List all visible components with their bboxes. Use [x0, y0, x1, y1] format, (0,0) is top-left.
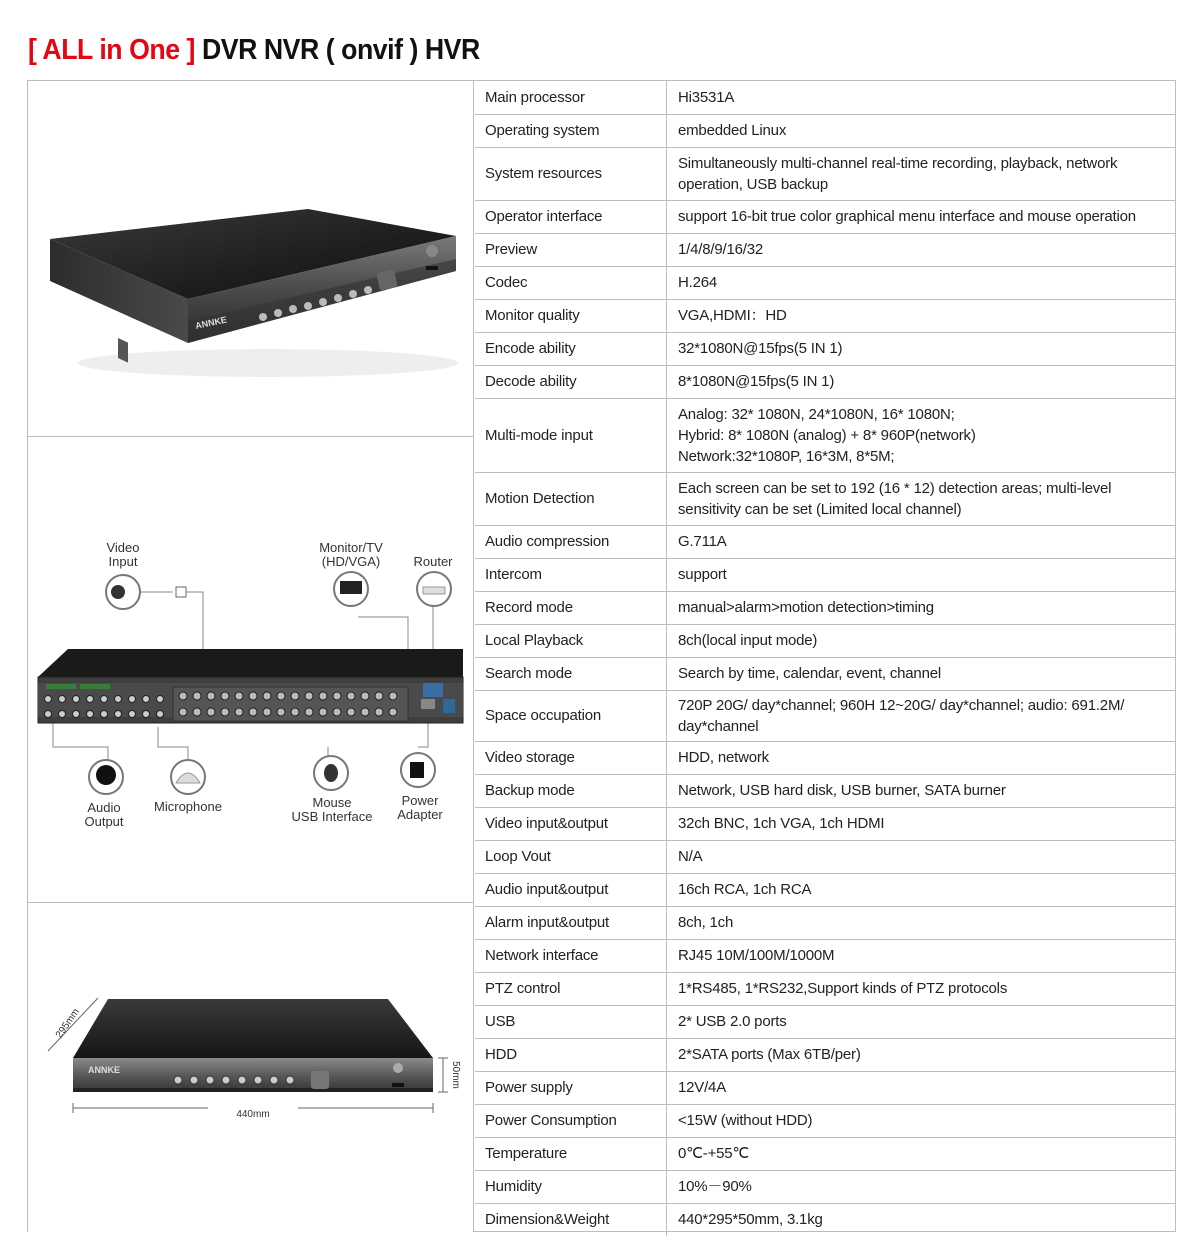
- spec-value: 32ch BNC, 1ch VGA, 1ch HDMI: [667, 807, 1176, 840]
- connection-diagram: [28, 437, 473, 902]
- spec-row: [475, 624, 1175, 657]
- spec-key: HDD: [475, 1038, 667, 1071]
- spec-row: [475, 690, 1175, 741]
- spec-value: Network, USB hard disk, USB burner, SATA burner: [667, 774, 1176, 807]
- spec-value: Simultaneously multi-channel real-time recording, playback, network operation, USB backup: [667, 147, 1176, 200]
- title-text: DVR NVR ( onvif ) HVR: [201, 34, 480, 66]
- connection-diagram-panel: [28, 437, 473, 903]
- spec-key: System resources: [475, 147, 667, 200]
- spec-value: 720P 20G/ day*channel; 960H 12~20G/ day*channel; audio: 691.2M/ day*channel: [667, 690, 1176, 741]
- spec-key: Codec: [475, 266, 667, 299]
- spec-key: Loop Vout: [475, 840, 667, 873]
- spec-row: [475, 299, 1175, 332]
- spec-value: <15W (without HDD): [667, 1104, 1176, 1137]
- title-highlight: [ ALL in One ]: [28, 34, 195, 66]
- spec-row: [475, 906, 1175, 939]
- dimensions-panel: [28, 903, 473, 1233]
- spec-row: [475, 939, 1175, 972]
- spec-value: 0℃-+55℃: [667, 1137, 1176, 1170]
- spec-row: [475, 873, 1175, 906]
- spec-row: [475, 147, 1175, 200]
- dvr-dimension-drawing: [28, 903, 473, 1231]
- spec-value: N/A: [667, 840, 1176, 873]
- brand-logo-front: ANNKE: [88, 1065, 121, 1075]
- label-monitor: Monitor/TV (HD/VGA): [319, 540, 383, 569]
- spec-key: Humidity: [475, 1170, 667, 1203]
- spec-value: Each screen can be set to 192 (16 * 12) detection areas; multi-level sensitivity can be set (Limited local channel): [667, 472, 1176, 525]
- spec-key: Alarm input&output: [475, 906, 667, 939]
- spec-key: Video input&output: [475, 807, 667, 840]
- depth-label: 295mm: [53, 1006, 83, 1041]
- spec-value: 2* USB 2.0 ports: [667, 1005, 1176, 1038]
- spec-row: [475, 657, 1175, 690]
- spec-value: Search by time, calendar, event, channel: [667, 657, 1176, 690]
- spec-value: support 16-bit true color graphical menu interface and mouse operation: [667, 200, 1176, 233]
- spec-key: Space occupation: [475, 690, 667, 741]
- spec-row: [475, 200, 1175, 233]
- spec-row: [475, 741, 1175, 774]
- spec-value: 8ch, 1ch: [667, 906, 1176, 939]
- spec-value: 1*RS485, 1*RS232,Support kinds of PTZ protocols: [667, 972, 1176, 1005]
- spec-value: HDD, network: [667, 741, 1176, 774]
- spec-key: Audio input&output: [475, 873, 667, 906]
- spec-key: Temperature: [475, 1137, 667, 1170]
- spec-table: [475, 81, 1175, 1236]
- spec-key: Operator interface: [475, 200, 667, 233]
- spec-key: Motion Detection: [475, 472, 667, 525]
- spec-key: Audio compression: [475, 525, 667, 558]
- spec-key: Decode ability: [475, 365, 667, 398]
- spec-row: [475, 525, 1175, 558]
- spec-row: [475, 1038, 1175, 1071]
- spec-value: 32*1080N@15fps(5 IN 1): [667, 332, 1176, 365]
- spec-key: Power supply: [475, 1071, 667, 1104]
- spec-key: Preview: [475, 233, 667, 266]
- spec-value: support: [667, 558, 1176, 591]
- spec-key: Search mode: [475, 657, 667, 690]
- height-label: 50mm: [450, 1061, 461, 1089]
- spec-key: Main processor: [475, 81, 667, 114]
- spec-value: RJ45 10M/100M/1000M: [667, 939, 1176, 972]
- label-power-adapter: Power Adapter: [397, 793, 443, 822]
- spec-key: Monitor quality: [475, 299, 667, 332]
- spec-value: embedded Linux: [667, 114, 1176, 147]
- spec-key: Backup mode: [475, 774, 667, 807]
- spec-value: 440*295*50mm, 3.1kg: [678, 1211, 823, 1229]
- spec-value: G.711A: [667, 525, 1176, 558]
- spec-key: Multi-mode input: [475, 398, 667, 472]
- spec-row: [475, 1203, 1175, 1236]
- spec-row: [475, 807, 1175, 840]
- spec-row: [475, 972, 1175, 1005]
- spec-row: [475, 266, 1175, 299]
- spec-value: 1/4/8/9/16/32: [667, 233, 1176, 266]
- spec-row: [475, 365, 1175, 398]
- spec-row: [475, 1137, 1175, 1170]
- spec-row: [475, 81, 1175, 114]
- spec-row: [475, 1005, 1175, 1038]
- label-video-input: Video Input: [106, 540, 140, 569]
- spec-value: H.264: [667, 266, 1176, 299]
- spec-key: Video storage: [475, 741, 667, 774]
- spec-value: 16ch RCA, 1ch RCA: [667, 873, 1176, 906]
- spec-key: Local Playback: [475, 624, 667, 657]
- spec-value: manual>alarm>motion detection>timing: [667, 591, 1176, 624]
- spec-value: 8*1080N@15fps(5 IN 1): [667, 365, 1176, 398]
- spec-value: Hi3531A: [667, 81, 1176, 114]
- spec-value: 12V/4A: [667, 1071, 1176, 1104]
- dvr-front-perspective-image: [28, 81, 473, 436]
- spec-value: 2*SATA ports (Max 6TB/per): [667, 1038, 1176, 1071]
- page-title: [28, 34, 480, 67]
- spec-key: Dimension&Weight: [475, 1203, 667, 1236]
- spec-row: [475, 1170, 1175, 1203]
- spec-row: [475, 1104, 1175, 1137]
- product-photo-panel: [28, 81, 473, 437]
- spec-key: Network interface: [475, 939, 667, 972]
- spec-key: PTZ control: [475, 972, 667, 1005]
- spec-row: [475, 472, 1175, 525]
- width-label: 440mm: [236, 1109, 270, 1120]
- spec-row: [475, 332, 1175, 365]
- spec-row: [475, 1071, 1175, 1104]
- spec-key: USB: [475, 1005, 667, 1038]
- spec-key: Record mode: [475, 591, 667, 624]
- spec-value: 8ch(local input mode): [667, 624, 1176, 657]
- spec-key: Operating system: [475, 114, 667, 147]
- spec-row: [475, 558, 1175, 591]
- spec-value: 10%－90%: [667, 1170, 1176, 1203]
- spec-row: [475, 398, 1175, 472]
- label-router: Router: [413, 554, 453, 569]
- spec-value: Analog: 32* 1080N, 24*1080N, 16* 1080N; Hybrid: 8* 1080N (analog) + 8* 960P(network) Network:32*1080P, 16*3M, 8*5M;: [667, 398, 1176, 472]
- spec-key: Encode ability: [475, 332, 667, 365]
- spec-row: [475, 233, 1175, 266]
- spec-key: Power Consumption: [475, 1104, 667, 1137]
- label-mouse: Mouse USB Interface: [291, 795, 373, 824]
- image-column: [28, 81, 474, 1231]
- label-microphone: Microphone: [154, 799, 222, 814]
- spec-row: [475, 591, 1175, 624]
- spec-sheet-frame: [27, 80, 1176, 1232]
- spec-row: [475, 774, 1175, 807]
- label-audio-output: Audio Output: [84, 800, 124, 829]
- spec-row: [475, 114, 1175, 147]
- spec-value: VGA,HDMI：HD: [667, 299, 1176, 332]
- spec-row: [475, 840, 1175, 873]
- brand-logo: ANNKE: [194, 314, 228, 331]
- spec-key: Intercom: [475, 558, 667, 591]
